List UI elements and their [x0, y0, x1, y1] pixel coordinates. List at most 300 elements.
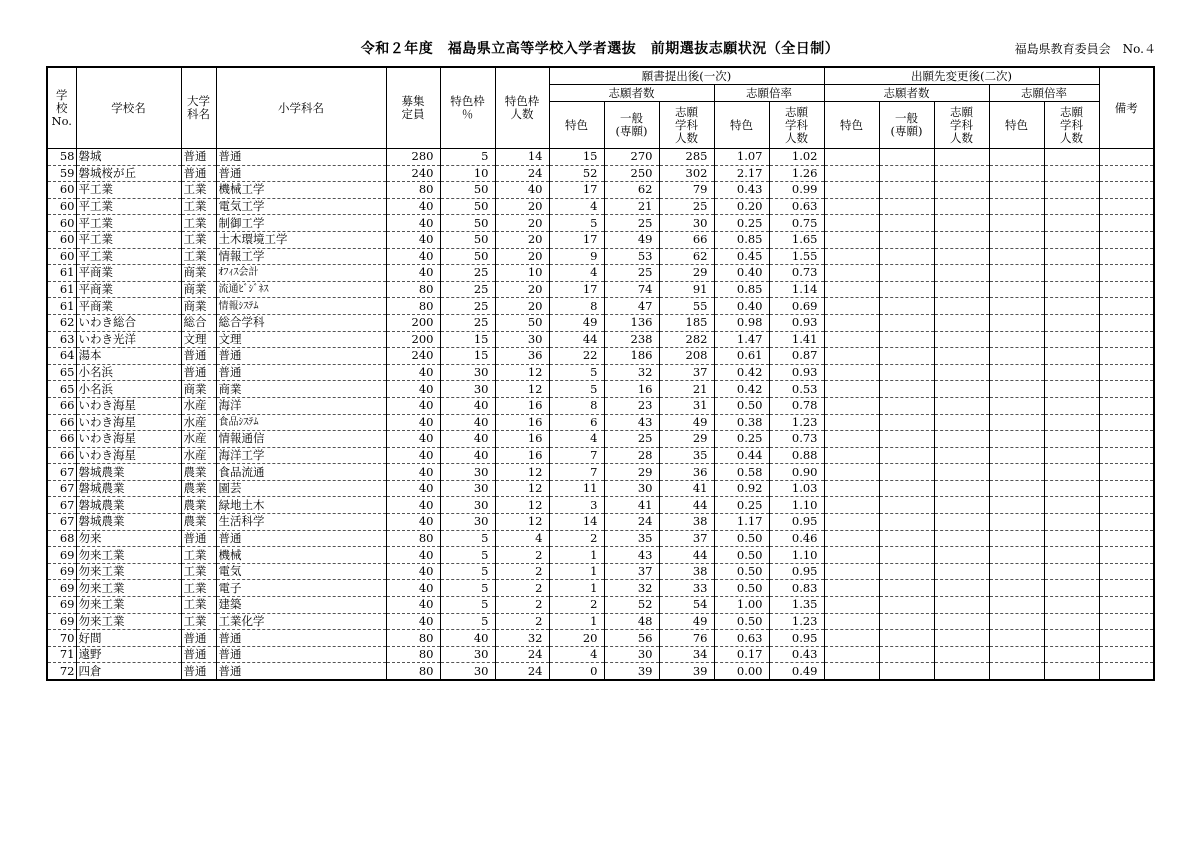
header-ratio-2: 志願倍率	[989, 85, 1099, 102]
cell-school-name: 平工業	[76, 198, 181, 215]
cell-special-pct: 5	[440, 149, 495, 166]
cell-ratio-total-2	[1044, 348, 1099, 365]
cell-general-2	[879, 431, 934, 448]
table-row	[47, 663, 1154, 680]
table-row	[47, 231, 1154, 248]
cell-capacity: 80	[386, 298, 440, 315]
cell-special-num: 12	[495, 514, 549, 531]
cell-total-2	[934, 447, 989, 464]
header-tokushoku-2: 特色	[824, 102, 879, 149]
cell-general-2	[879, 580, 934, 597]
cell-total-1: 38	[659, 563, 714, 580]
cell-ratio-tokushoku-2	[989, 198, 1044, 215]
cell-total-2	[934, 547, 989, 564]
cell-general-1: 136	[604, 314, 659, 331]
header-special-num: 特色枠 人数	[495, 67, 549, 149]
cell-special-num: 24	[495, 165, 549, 182]
cell-school-no: 70	[47, 630, 76, 647]
cell-tokushoku-2	[824, 149, 879, 166]
cell-total-1: 37	[659, 530, 714, 547]
cell-ratio-tokushoku-2	[989, 265, 1044, 282]
cell-special-num: 32	[495, 630, 549, 647]
cell-ratio-total-1: 0.43	[769, 646, 824, 663]
cell-total-2	[934, 331, 989, 348]
cell-major: 普通	[181, 149, 216, 166]
cell-major: 商業	[181, 265, 216, 282]
cell-ratio-total-2	[1044, 165, 1099, 182]
cell-ratio-tokushoku-1: 0.50	[714, 613, 769, 630]
cell-general-2	[879, 231, 934, 248]
cell-school-name: 湯本	[76, 348, 181, 365]
cell-tokushoku-1: 0	[549, 663, 604, 680]
table-row	[47, 281, 1154, 298]
cell-total-1: 25	[659, 198, 714, 215]
cell-special-pct: 30	[440, 464, 495, 481]
cell-total-2	[934, 198, 989, 215]
cell-total-1: 39	[659, 663, 714, 680]
cell-capacity: 40	[386, 414, 440, 431]
cell-ratio-tokushoku-2	[989, 182, 1044, 199]
cell-major: 普通	[181, 364, 216, 381]
cell-tokushoku-1: 8	[549, 298, 604, 315]
cell-total-2	[934, 646, 989, 663]
cell-special-num: 2	[495, 547, 549, 564]
cell-capacity: 240	[386, 165, 440, 182]
cell-ratio-tokushoku-2	[989, 348, 1044, 365]
cell-general-1: 62	[604, 182, 659, 199]
cell-remarks	[1099, 364, 1154, 381]
cell-ratio-tokushoku-1: 0.40	[714, 265, 769, 282]
cell-total-2	[934, 397, 989, 414]
cell-total-2	[934, 563, 989, 580]
cell-school-no: 67	[47, 497, 76, 514]
cell-ratio-tokushoku-1: 0.50	[714, 530, 769, 547]
cell-ratio-tokushoku-2	[989, 314, 1044, 331]
cell-special-pct: 30	[440, 514, 495, 531]
cell-school-no: 69	[47, 597, 76, 614]
cell-ratio-tokushoku-2	[989, 364, 1044, 381]
cell-remarks	[1099, 497, 1154, 514]
cell-minor: 普通	[216, 630, 386, 647]
cell-special-num: 50	[495, 314, 549, 331]
table-row	[47, 364, 1154, 381]
cell-total-1: 208	[659, 348, 714, 365]
cell-school-name: 勿来工業	[76, 613, 181, 630]
cell-ratio-tokushoku-1: 0.61	[714, 348, 769, 365]
cell-ratio-total-1: 0.46	[769, 530, 824, 547]
table-row	[47, 381, 1154, 398]
cell-ratio-tokushoku-1: 0.25	[714, 497, 769, 514]
cell-ratio-tokushoku-2	[989, 431, 1044, 448]
cell-ratio-tokushoku-2	[989, 447, 1044, 464]
cell-special-num: 14	[495, 149, 549, 166]
cell-ratio-tokushoku-1: 1.00	[714, 597, 769, 614]
cell-tokushoku-1: 1	[549, 547, 604, 564]
cell-special-num: 16	[495, 414, 549, 431]
cell-capacity: 200	[386, 331, 440, 348]
cell-tokushoku-1: 17	[549, 281, 604, 298]
cell-ratio-tokushoku-2	[989, 563, 1044, 580]
cell-ratio-tokushoku-2	[989, 397, 1044, 414]
cell-ratio-total-1: 0.53	[769, 381, 824, 398]
cell-major: 商業	[181, 298, 216, 315]
cell-remarks	[1099, 464, 1154, 481]
cell-tokushoku-2	[824, 364, 879, 381]
cell-remarks	[1099, 580, 1154, 597]
header-group-first: 願書提出後(一次)	[549, 67, 824, 85]
cell-school-no: 60	[47, 198, 76, 215]
cell-tokushoku-1: 6	[549, 414, 604, 431]
cell-major: 普通	[181, 663, 216, 680]
cell-general-2	[879, 630, 934, 647]
cell-remarks	[1099, 348, 1154, 365]
cell-remarks	[1099, 447, 1154, 464]
cell-tokushoku-1: 7	[549, 447, 604, 464]
cell-total-2	[934, 298, 989, 315]
cell-remarks	[1099, 182, 1154, 199]
cell-total-1: 76	[659, 630, 714, 647]
cell-school-no: 63	[47, 331, 76, 348]
cell-special-pct: 25	[440, 298, 495, 315]
table-row	[47, 414, 1154, 431]
cell-school-name: 平工業	[76, 215, 181, 232]
cell-special-pct: 5	[440, 547, 495, 564]
cell-general-1: 37	[604, 563, 659, 580]
table-row	[47, 331, 1154, 348]
cell-general-1: 32	[604, 580, 659, 597]
cell-general-2	[879, 165, 934, 182]
cell-remarks	[1099, 431, 1154, 448]
cell-capacity: 80	[386, 281, 440, 298]
header-minor: 小学科名	[216, 67, 386, 149]
cell-special-num: 20	[495, 215, 549, 232]
cell-ratio-total-1: 0.73	[769, 431, 824, 448]
cell-general-1: 56	[604, 630, 659, 647]
cell-remarks	[1099, 514, 1154, 531]
cell-ratio-total-1: 1.65	[769, 231, 824, 248]
cell-tokushoku-2	[824, 215, 879, 232]
cell-minor: 文理	[216, 331, 386, 348]
cell-ratio-tokushoku-1: 1.07	[714, 149, 769, 166]
cell-tokushoku-2	[824, 348, 879, 365]
cell-school-no: 69	[47, 563, 76, 580]
cell-ratio-tokushoku-2	[989, 149, 1044, 166]
table-row	[47, 198, 1154, 215]
cell-ratio-total-1: 0.87	[769, 348, 824, 365]
cell-minor: 普通	[216, 149, 386, 166]
cell-school-no: 60	[47, 231, 76, 248]
cell-special-pct: 5	[440, 530, 495, 547]
cell-capacity: 40	[386, 547, 440, 564]
cell-minor: 電気工学	[216, 198, 386, 215]
cell-ratio-tokushoku-2	[989, 630, 1044, 647]
cell-total-2	[934, 530, 989, 547]
cell-total-2	[934, 480, 989, 497]
header-total-1: 志願 学科 人数	[659, 102, 714, 149]
cell-remarks	[1099, 149, 1154, 166]
cell-school-no: 64	[47, 348, 76, 365]
cell-remarks	[1099, 215, 1154, 232]
cell-ratio-total-2	[1044, 514, 1099, 531]
cell-special-num: 36	[495, 348, 549, 365]
cell-major: 総合	[181, 314, 216, 331]
cell-school-name: いわき海星	[76, 431, 181, 448]
cell-ratio-tokushoku-1: 0.42	[714, 364, 769, 381]
header-special-pct: 特色枠 ％	[440, 67, 495, 149]
cell-capacity: 40	[386, 613, 440, 630]
cell-school-no: 69	[47, 580, 76, 597]
cell-ratio-total-2	[1044, 331, 1099, 348]
cell-special-pct: 50	[440, 182, 495, 199]
cell-remarks	[1099, 630, 1154, 647]
cell-school-no: 66	[47, 397, 76, 414]
cell-special-pct: 30	[440, 646, 495, 663]
cell-special-num: 4	[495, 530, 549, 547]
cell-remarks	[1099, 265, 1154, 282]
cell-minor: 工業化学	[216, 613, 386, 630]
cell-ratio-tokushoku-2	[989, 480, 1044, 497]
cell-school-name: 磐城農業	[76, 464, 181, 481]
cell-major: 普通	[181, 530, 216, 547]
cell-major: 農業	[181, 480, 216, 497]
cell-tokushoku-2	[824, 597, 879, 614]
cell-ratio-total-1: 0.69	[769, 298, 824, 315]
cell-total-1: 31	[659, 397, 714, 414]
cell-minor: 海洋	[216, 397, 386, 414]
cell-school-no: 58	[47, 149, 76, 166]
cell-school-no: 69	[47, 613, 76, 630]
cell-total-1: 66	[659, 231, 714, 248]
cell-tokushoku-1: 5	[549, 215, 604, 232]
cell-special-pct: 25	[440, 265, 495, 282]
cell-tokushoku-2	[824, 646, 879, 663]
cell-remarks	[1099, 397, 1154, 414]
cell-capacity: 80	[386, 530, 440, 547]
cell-remarks	[1099, 597, 1154, 614]
cell-total-1: 302	[659, 165, 714, 182]
cell-school-no: 60	[47, 182, 76, 199]
cell-special-num: 12	[495, 381, 549, 398]
cell-general-2	[879, 663, 934, 680]
cell-tokushoku-2	[824, 298, 879, 315]
cell-general-2	[879, 149, 934, 166]
cell-major: 水産	[181, 414, 216, 431]
cell-ratio-total-1: 1.10	[769, 497, 824, 514]
cell-minor: 普通	[216, 663, 386, 680]
cell-school-no: 66	[47, 414, 76, 431]
cell-major: 工業	[181, 248, 216, 265]
cell-special-pct: 40	[440, 447, 495, 464]
cell-ratio-total-2	[1044, 431, 1099, 448]
cell-ratio-total-1: 0.95	[769, 630, 824, 647]
cell-general-2	[879, 464, 934, 481]
cell-special-pct: 50	[440, 248, 495, 265]
cell-remarks	[1099, 480, 1154, 497]
cell-minor: 食品ｼｽﾃﾑ	[216, 414, 386, 431]
cell-school-name: いわき海星	[76, 447, 181, 464]
cell-remarks	[1099, 314, 1154, 331]
cell-remarks	[1099, 248, 1154, 265]
table-row	[47, 646, 1154, 663]
cell-tokushoku-1: 20	[549, 630, 604, 647]
cell-general-1: 25	[604, 265, 659, 282]
cell-school-name: 遠野	[76, 646, 181, 663]
cell-capacity: 80	[386, 646, 440, 663]
cell-ratio-total-1: 1.10	[769, 547, 824, 564]
cell-ratio-total-1: 0.75	[769, 215, 824, 232]
cell-total-1: 29	[659, 265, 714, 282]
cell-tokushoku-2	[824, 630, 879, 647]
cell-special-num: 2	[495, 613, 549, 630]
table-row	[47, 563, 1154, 580]
cell-ratio-tokushoku-2	[989, 646, 1044, 663]
cell-major: 普通	[181, 165, 216, 182]
cell-general-1: 29	[604, 464, 659, 481]
cell-ratio-tokushoku-2	[989, 298, 1044, 315]
cell-capacity: 40	[386, 265, 440, 282]
cell-school-name: 平商業	[76, 298, 181, 315]
cell-total-1: 44	[659, 547, 714, 564]
cell-major: 工業	[181, 198, 216, 215]
cell-special-num: 2	[495, 597, 549, 614]
cell-tokushoku-2	[824, 414, 879, 431]
cell-minor: 制御工学	[216, 215, 386, 232]
cell-ratio-total-2	[1044, 414, 1099, 431]
table-row	[47, 215, 1154, 232]
cell-ratio-total-2	[1044, 265, 1099, 282]
cell-ratio-total-1: 1.23	[769, 613, 824, 630]
cell-school-no: 65	[47, 364, 76, 381]
header-capacity: 募集 定員	[386, 67, 440, 149]
cell-total-2	[934, 281, 989, 298]
cell-capacity: 40	[386, 447, 440, 464]
cell-ratio-total-2	[1044, 198, 1099, 215]
header-remarks: 備考	[1099, 67, 1154, 149]
cell-ratio-tokushoku-1: 0.25	[714, 431, 769, 448]
cell-tokushoku-2	[824, 563, 879, 580]
cell-capacity: 40	[386, 215, 440, 232]
cell-ratio-tokushoku-2	[989, 231, 1044, 248]
cell-ratio-tokushoku-1: 0.92	[714, 480, 769, 497]
cell-special-num: 12	[495, 480, 549, 497]
cell-special-pct: 25	[440, 281, 495, 298]
cell-tokushoku-1: 1	[549, 580, 604, 597]
cell-minor: 建築	[216, 597, 386, 614]
cell-major: 商業	[181, 381, 216, 398]
cell-special-num: 10	[495, 265, 549, 282]
cell-special-num: 24	[495, 646, 549, 663]
cell-general-1: 16	[604, 381, 659, 398]
table-header	[47, 67, 1154, 149]
table-row	[47, 165, 1154, 182]
header-ratio-total-2: 志願 学科 人数	[1044, 102, 1099, 149]
cell-minor: 普通	[216, 348, 386, 365]
cell-minor: 商業	[216, 381, 386, 398]
cell-school-no: 67	[47, 480, 76, 497]
cell-tokushoku-1: 5	[549, 364, 604, 381]
cell-general-1: 74	[604, 281, 659, 298]
cell-total-2	[934, 182, 989, 199]
cell-ratio-total-2	[1044, 646, 1099, 663]
cell-general-1: 25	[604, 215, 659, 232]
header-major: 大学 科名	[181, 67, 216, 149]
cell-ratio-total-1: 0.95	[769, 514, 824, 531]
cell-major: 工業	[181, 215, 216, 232]
cell-special-pct: 30	[440, 480, 495, 497]
cell-school-no: 60	[47, 215, 76, 232]
cell-school-name: 平工業	[76, 231, 181, 248]
cell-major: 農業	[181, 497, 216, 514]
cell-ratio-tokushoku-2	[989, 281, 1044, 298]
cell-ratio-total-2	[1044, 547, 1099, 564]
cell-school-no: 68	[47, 530, 76, 547]
cell-special-pct: 40	[440, 414, 495, 431]
cell-capacity: 40	[386, 563, 440, 580]
cell-capacity: 40	[386, 580, 440, 597]
page-title: 令和２年度 福島県立高等学校入学者選抜 前期選抜志願状況（全日制）	[360, 41, 840, 57]
cell-special-pct: 40	[440, 630, 495, 647]
cell-ratio-tokushoku-1: 0.85	[714, 231, 769, 248]
cell-special-pct: 5	[440, 613, 495, 630]
cell-special-num: 2	[495, 563, 549, 580]
cell-ratio-total-1: 1.35	[769, 597, 824, 614]
cell-ratio-total-1: 1.03	[769, 480, 824, 497]
cell-total-2	[934, 265, 989, 282]
cell-school-no: 69	[47, 547, 76, 564]
cell-general-2	[879, 331, 934, 348]
cell-ratio-total-1: 0.90	[769, 464, 824, 481]
cell-general-2	[879, 497, 934, 514]
cell-remarks	[1099, 646, 1154, 663]
cell-total-1: 79	[659, 182, 714, 199]
cell-ratio-tokushoku-1: 0.98	[714, 314, 769, 331]
cell-total-2	[934, 314, 989, 331]
cell-school-name: いわき海星	[76, 414, 181, 431]
cell-tokushoku-2	[824, 281, 879, 298]
cell-ratio-tokushoku-1: 0.38	[714, 414, 769, 431]
cell-total-2	[934, 231, 989, 248]
cell-general-2	[879, 530, 934, 547]
cell-tokushoku-2	[824, 182, 879, 199]
cell-special-num: 16	[495, 397, 549, 414]
cell-tokushoku-2	[824, 248, 879, 265]
cell-ratio-total-1: 1.55	[769, 248, 824, 265]
cell-tokushoku-1: 2	[549, 530, 604, 547]
cell-capacity: 40	[386, 514, 440, 531]
cell-general-1: 53	[604, 248, 659, 265]
cell-ratio-total-2	[1044, 613, 1099, 630]
header-school-no: 学 校 No.	[47, 67, 76, 149]
cell-general-1: 21	[604, 198, 659, 215]
cell-ratio-total-2	[1044, 281, 1099, 298]
cell-capacity: 40	[386, 198, 440, 215]
cell-school-name: 磐城農業	[76, 497, 181, 514]
cell-minor: 総合学科	[216, 314, 386, 331]
cell-tokushoku-2	[824, 381, 879, 398]
cell-ratio-tokushoku-2	[989, 547, 1044, 564]
cell-ratio-tokushoku-2	[989, 514, 1044, 531]
cell-general-1: 47	[604, 298, 659, 315]
cell-remarks	[1099, 530, 1154, 547]
cell-special-pct: 15	[440, 348, 495, 365]
cell-tokushoku-1: 1	[549, 563, 604, 580]
cell-general-1: 30	[604, 646, 659, 663]
cell-total-2	[934, 431, 989, 448]
cell-special-num: 16	[495, 431, 549, 448]
cell-ratio-total-1: 0.93	[769, 364, 824, 381]
cell-general-2	[879, 514, 934, 531]
table-row	[47, 597, 1154, 614]
